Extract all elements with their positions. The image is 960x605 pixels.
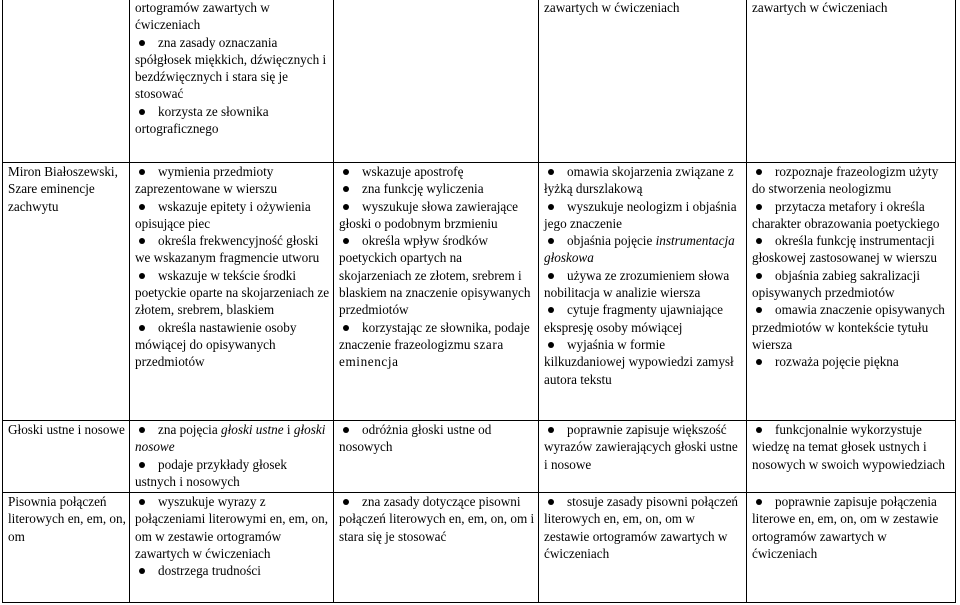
- bullet-icon: [548, 169, 554, 175]
- list-item-text: rozpoznaje frazeologizm użyty do stworzenia neologizmu: [752, 164, 939, 197]
- bullet-icon: [343, 169, 349, 175]
- list-item: [135, 319, 330, 371]
- bullet-icon: [139, 462, 145, 468]
- list-item-text: zna zasady oznaczania spółgłosek miękkich, dźwięcznych i bezdźwięcznych i stara się je stosować: [135, 34, 327, 102]
- list-item-text: przytacza metafory i określa charakter obrazowania poetyckiego: [752, 198, 940, 231]
- list-item: [544, 493, 743, 562]
- bullet-icon: [139, 568, 145, 574]
- topic-text: Pisownia połączeń literowych en, em, on, om: [8, 494, 126, 544]
- list-item-text: i: [286, 422, 291, 437]
- list-item: [544, 232, 743, 267]
- list-item-text: zna pojęcia: [158, 422, 218, 437]
- list-item-text: określa wpływ środków poetyckich opartych na skojarzeniach ze złotem, srebrem i blaskiem na znaczenie opisywanych przedmiotów: [339, 233, 531, 318]
- requirements-cell: [539, 421, 747, 493]
- list-item: [752, 353, 952, 370]
- list-item: [339, 163, 535, 180]
- requirements-cell: [334, 0, 539, 163]
- bullet-icon: [343, 186, 349, 192]
- list-item: [544, 301, 743, 336]
- bullet-icon: [548, 307, 554, 313]
- requirements-cell: [130, 0, 334, 163]
- requirements-cell: [334, 421, 539, 493]
- bullet-icon: [343, 204, 349, 210]
- requirements-cell: [747, 493, 956, 603]
- requirements-cell: [539, 0, 747, 163]
- list-item-text: wskazuje epitety i ożywienia opisujące piec: [135, 198, 311, 231]
- list-item: [135, 493, 330, 562]
- requirements-table: [2, 0, 956, 603]
- bullet-icon: [139, 325, 145, 331]
- requirements-cell: [747, 421, 956, 493]
- list-item: [752, 232, 952, 267]
- bullet-icon: [548, 238, 554, 244]
- list-item: [752, 421, 952, 473]
- bullet-icon: [756, 499, 762, 505]
- list-item-text: korzysta ze słownika ortograficznego: [135, 103, 269, 137]
- list-item: [339, 180, 535, 197]
- list-item-text: objaśnia zabieg sakralizacji opisywanych przedmiotów: [752, 267, 920, 301]
- list-item: [135, 456, 330, 491]
- requirements-cell: [747, 0, 956, 163]
- list-item: [752, 301, 952, 353]
- bullet-icon: [139, 238, 145, 244]
- list-item: [135, 232, 330, 267]
- term-text: głoski nosowe: [135, 422, 326, 455]
- bullet-icon: [343, 427, 349, 433]
- list-item-text: wyszukuje neologizm i objaśnia jego znaczenie: [544, 198, 737, 231]
- topic-cell: [3, 0, 130, 163]
- bullet-icon: [139, 40, 145, 46]
- list-item-text: rozważa pojęcie piękna: [775, 354, 899, 370]
- bullet-icon: [548, 204, 554, 210]
- list-item: [752, 198, 952, 233]
- list-item-text: wyszukuje słowa zawierające głoski o podobnym brzmieniu: [339, 198, 518, 231]
- topic-cell: [3, 421, 130, 493]
- table-row: [3, 421, 956, 493]
- list-item-text: odróżnia głoski ustne od nosowych: [339, 422, 492, 455]
- bullet-icon: [548, 273, 554, 279]
- bullet-icon: [756, 273, 762, 279]
- table-row: [3, 163, 956, 421]
- bullet-icon: [548, 342, 554, 348]
- list-item-text: korzystając ze słownika, podaje znaczenie frazeologizmu: [339, 319, 530, 352]
- list-item: [135, 267, 330, 319]
- list-item-text: poprawnie zapisuje połączenia literowe en, em, on, om w zestawie ortogramów zawartych w ćwiczeniach: [752, 494, 939, 561]
- list-item: [752, 267, 952, 302]
- list-item-text: funkcjonalnie wykorzystuje wiedzę na temat głosek ustnych i nosowych w swoich wypowiedziach: [752, 422, 946, 472]
- list-item-text: określa funkcję instrumentacji głoskowej zastosowanej w wierszu: [752, 233, 937, 266]
- list-item: [135, 103, 330, 138]
- cell-text: ortogramów zawartych w ćwiczeniach: [135, 0, 270, 33]
- list-item-text: używa ze zrozumieniem słowa nobilitacja w analizie wiersza: [544, 267, 730, 301]
- bullet-icon: [756, 204, 762, 210]
- list-item: [544, 421, 743, 473]
- topic-cell: [3, 163, 130, 421]
- topic-text: Głoski ustne i nosowe: [8, 422, 125, 437]
- bullet-icon: [756, 359, 762, 365]
- list-item-text: wskazuje w tekście środki poetyckie oparte na skojarzeniach ze złotem, srebrem, blaskiem: [135, 267, 330, 318]
- term-text: głoski ustne: [220, 422, 284, 437]
- requirements-cell: [130, 493, 334, 603]
- list-item: [339, 232, 535, 318]
- list-item: [544, 198, 743, 233]
- list-item-text: określa frekwencyjność głoski we wskazanym fragmencie utworu: [135, 233, 320, 266]
- topic-cell: [3, 493, 130, 603]
- list-item: [339, 198, 535, 233]
- term-text: instrumentacja głoskowa: [544, 233, 735, 266]
- list-item: [752, 163, 952, 198]
- list-item: [544, 336, 743, 388]
- requirements-cell: [539, 493, 747, 603]
- bullet-icon: [343, 238, 349, 244]
- list-item: [135, 421, 330, 456]
- list-item: [544, 163, 743, 198]
- list-item-text: wyszukuje wyrazy z połączeniami literowymi en, em, on, om w zestawie ortogramów zawartych w ćwiczeniach: [135, 494, 328, 561]
- bullet-icon: [343, 325, 349, 331]
- list-item-text: wyjaśnia w formie kilkuzdaniowej wypowiedzi zamysł autora tekstu: [544, 336, 734, 387]
- bullet-icon: [756, 169, 762, 175]
- list-item-text: poprawnie zapisuje większość wyrazów zawierających głoski ustne i nosowe: [544, 422, 738, 472]
- bullet-icon: [139, 273, 145, 279]
- requirements-cell: [130, 421, 334, 493]
- requirements-cell: [539, 163, 747, 421]
- list-item: [339, 319, 535, 371]
- list-item: [135, 562, 330, 579]
- bullet-icon: [139, 109, 145, 115]
- list-item: [135, 163, 330, 198]
- bullet-icon: [756, 238, 762, 244]
- list-item-text: podaje przykłady głosek ustnych i nosowych: [135, 456, 287, 489]
- list-item: [339, 421, 535, 456]
- term-text: szara eminencja: [339, 336, 504, 370]
- list-item-text: zna funkcję wyliczenia: [362, 181, 484, 197]
- cell-text: zawartych w ćwiczeniach: [752, 0, 888, 15]
- bullet-icon: [756, 307, 762, 313]
- requirements-cell: [334, 163, 539, 421]
- bullet-icon: [139, 204, 145, 210]
- cell-text: zawartych w ćwiczeniach: [544, 0, 680, 15]
- list-item-text: stosuje zasady pisowni połączeń literowych en, em, on, om w zestawie ortogramów zawartych w ćwiczeniach: [544, 494, 739, 561]
- list-item-text: określa nastawienie osoby mówiącej do opisywanych przedmiotów: [135, 319, 297, 370]
- bullet-icon: [139, 499, 145, 505]
- list-item-text: omawia skojarzenia związane z łyżką durszlakową: [544, 164, 734, 197]
- list-item: [135, 34, 330, 103]
- list-item: [339, 493, 535, 545]
- requirements-cell: [334, 493, 539, 603]
- list-item-text: zna zasady dotyczące pisowni połączeń literowych en, em, on, om i stara się je stosować: [339, 494, 535, 544]
- table-row: [3, 0, 956, 163]
- bullet-icon: [548, 499, 554, 505]
- requirements-cell: [130, 163, 334, 421]
- list-item: [544, 267, 743, 302]
- bullet-icon: [756, 427, 762, 433]
- list-item: [752, 493, 952, 562]
- bullet-icon: [548, 427, 554, 433]
- list-item-text: wskazuje apostrofę: [362, 164, 464, 179]
- list-item-text: dostrzega trudności: [158, 563, 261, 579]
- list-item-text: cytuje fragmenty ujawniające ekspresję osoby mówiącej: [544, 302, 723, 335]
- list-item-text: objaśnia pojęcie: [567, 233, 653, 249]
- table-row: [3, 493, 956, 603]
- list-item-text: omawia znaczenie opisywanych przedmiotów w kontekście tytułu wiersza: [752, 302, 945, 352]
- requirements-cell: [747, 163, 956, 421]
- list-item: [135, 198, 330, 233]
- bullet-icon: [139, 169, 145, 175]
- bullet-icon: [139, 427, 145, 433]
- bullet-icon: [343, 499, 349, 505]
- topic-text: Miron Białoszewski, Szare eminencje zachwytu: [8, 164, 118, 214]
- list-item-text: wymienia przedmioty zaprezentowane w wierszu: [135, 164, 278, 197]
